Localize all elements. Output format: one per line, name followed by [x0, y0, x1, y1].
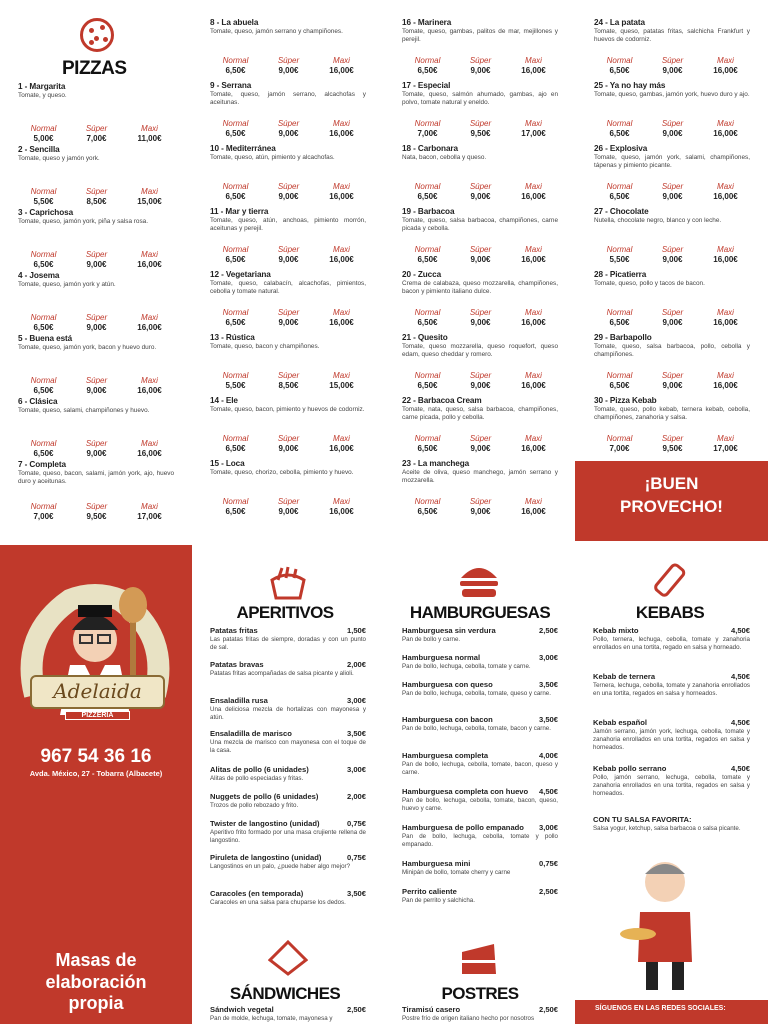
price-super: Súper 9,00€: [469, 434, 492, 453]
pizza-name: 4 - Josema: [18, 271, 60, 280]
pizza-name: 9 - Serrana: [210, 81, 252, 90]
pizza-desc: Tomate, queso, salami, champiñones y huevo.: [18, 407, 150, 414]
price-normal: Normal 6,50€: [414, 371, 441, 390]
item-name: Kebab pollo serrano: [593, 764, 667, 773]
pizza-item: [210, 18, 366, 75]
pizza-name: 28 - Picatierra: [594, 270, 647, 279]
item-name: Piruleta de langostino (unidad): [210, 853, 322, 862]
price-normal: Normal 7,00€: [606, 434, 633, 453]
pizza-item: [18, 271, 174, 332]
item-price: 2,50€: [346, 1005, 366, 1014]
pizza-name: 3 - Caprichosa: [18, 208, 74, 217]
price-maxi: Maxi 16,00€: [713, 245, 738, 264]
pizza-desc: Tomate, queso, atún, anchoas, pimiento morrón, aceitunas y perejil.: [210, 217, 366, 233]
price-super: Súper 9,00€: [661, 245, 684, 264]
price-normal: Normal 6,50€: [30, 439, 57, 458]
pizza-name: 22 - Barbacoa Cream: [402, 396, 482, 405]
pizza-desc: Tomate, queso, jamón york, salami, champiñones, tápenas y pimiento picante.: [594, 154, 750, 170]
price-maxi: Maxi 16,00€: [137, 250, 162, 269]
price-normal: Normal 6,50€: [30, 250, 57, 269]
pizza-desc: Tomate, y queso.: [18, 92, 67, 99]
price-maxi: Maxi 16,00€: [521, 245, 546, 264]
postres-title: POSTRES: [441, 984, 519, 1003]
price-normal: Normal 6,50€: [414, 56, 441, 75]
price-maxi: Maxi 16,00€: [713, 56, 738, 75]
price-normal: Normal 6,50€: [414, 245, 441, 264]
item-desc: Pan de perrito y salchicha.: [402, 897, 475, 904]
pizza-name: 29 - Barbapollo: [594, 333, 652, 342]
price-normal: Normal 7,00€: [30, 502, 57, 521]
item-name: Caracoles (en temporada): [210, 889, 304, 898]
pizza-item: [210, 81, 366, 138]
price-maxi: Maxi 16,00€: [329, 182, 354, 201]
item-name: Hamburguesa mini: [402, 859, 471, 868]
item-desc: Una mezcla de marisco con mayonesa con el toque de la casa.: [210, 739, 366, 755]
pizza-desc: Tomate, queso, chorizo, cebolla, pimiento y huevo.: [210, 469, 354, 476]
pizza-desc: Tomate, queso, salsa barbacoa, pollo, cebolla y champiñones.: [594, 343, 750, 359]
price-maxi: Maxi 16,00€: [713, 371, 738, 390]
pizza-desc: Tomate, queso mozzarella, queso roquefort, queso edam, queso cheddar y romero.: [402, 343, 558, 359]
price-super: Súper 9,50€: [85, 502, 108, 521]
price-maxi: Maxi 16,00€: [329, 245, 354, 264]
price-normal: Normal 6,50€: [414, 182, 441, 201]
price-normal: Normal 6,50€: [222, 434, 249, 453]
aperitivos-item: [210, 853, 366, 871]
pizza-name: 7 - Completa: [18, 460, 66, 469]
item-name: Hamburguesa completa: [402, 751, 489, 760]
item-desc: Postre frío de origen italiano hecho por nosotros: [402, 1015, 535, 1022]
item-name: Sándwich vegetal: [210, 1005, 274, 1014]
item-name: Hamburguesa completa con huevo: [402, 787, 529, 796]
price-normal: Normal 6,50€: [30, 313, 57, 332]
pizza-name: 16 - Marinera: [402, 18, 452, 27]
price-normal: Normal 6,50€: [222, 56, 249, 75]
price-super: Súper 9,00€: [469, 182, 492, 201]
item-price: 3,50€: [346, 889, 366, 898]
price-normal: Normal 5,00€: [30, 124, 57, 143]
item-name: Hamburguesa normal: [402, 653, 481, 662]
item-price: 0,75€: [346, 853, 366, 862]
price-maxi: Maxi 16,00€: [713, 182, 738, 201]
item-name: Hamburguesa de pollo empanado: [402, 823, 524, 832]
pizza-name: 14 - Ele: [210, 396, 238, 405]
price-super: Súper 9,00€: [85, 313, 108, 332]
price-normal: Normal 5,50€: [606, 245, 633, 264]
price-maxi: Maxi 16,00€: [521, 497, 546, 516]
kebab-icon: [652, 562, 692, 602]
price-super: Súper 9,00€: [277, 245, 300, 264]
burger-icon: [458, 562, 500, 600]
pizza-name: 25 - Ya no hay más: [594, 81, 666, 90]
item-price: 2,50€: [538, 1005, 558, 1014]
pizza-item: [594, 144, 750, 201]
sandwich-icon: [268, 940, 308, 976]
item-name: Kebab mixto: [593, 626, 639, 635]
pizza-name: 10 - Mediterránea: [210, 144, 276, 153]
item-price: 2,50€: [538, 626, 558, 635]
price-super: Súper 9,00€: [469, 308, 492, 327]
item-price: 2,00€: [346, 660, 366, 669]
phone-number[interactable]: 967 54 36 16: [40, 746, 152, 767]
item-price: 2,00€: [346, 792, 366, 801]
item-name: Patatas fritas: [210, 626, 258, 635]
price-super: Súper 9,00€: [85, 376, 108, 395]
price-maxi: Maxi 11,00€: [137, 124, 162, 143]
item-price: 3,50€: [346, 729, 366, 738]
pizza-name: 12 - Vegetariana: [210, 270, 271, 279]
buen-provecho-banner: ¡BUEN PROVECHO!: [575, 461, 768, 541]
item-price: 4,50€: [730, 718, 750, 727]
price-super: Súper 8,50€: [85, 187, 108, 206]
item-desc: Pan de bollo, lechuga, cebolla, tomate, bacon y carne.: [402, 725, 551, 732]
price-super: Súper 7,00€: [85, 124, 108, 143]
price-maxi: Maxi 16,00€: [329, 497, 354, 516]
pizza-desc: Tomate, queso, jamón york, piña y salsa rosa.: [18, 218, 149, 225]
price-normal: Normal 6,50€: [414, 308, 441, 327]
price-maxi: Maxi 17,00€: [137, 502, 162, 521]
item-price: 3,00€: [346, 765, 366, 774]
item-name: Nuggets de pollo (6 unidades): [210, 792, 319, 801]
pizza-name: 27 - Chocolate: [594, 207, 649, 216]
price-maxi: Maxi 16,00€: [521, 434, 546, 453]
pizza-desc: Tomate, queso, jamón york y atún.: [18, 281, 116, 288]
price-super: Súper 9,50€: [469, 119, 492, 138]
pizza-desc: Tomate, queso, patatas fritas, salchicha Frankfurt y huevos de codorniz.: [594, 28, 750, 44]
price-normal: Normal 5,50€: [222, 371, 249, 390]
pizza-name: 11 - Mar y tierra: [210, 207, 269, 216]
item-desc: Alitas de pollo especiadas y fritas.: [210, 775, 304, 782]
pizza-name: 19 - Barbacoa: [402, 207, 455, 216]
item-price: 2,50€: [538, 887, 558, 896]
hamburguesas-item: [402, 787, 558, 813]
price-normal: Normal 6,50€: [222, 119, 249, 138]
pizza-item: [402, 144, 558, 201]
salsa-note: CON TU SALSA FAVORITA: Salsa yogur, ketchup, salsa barbacoa o salsa picante.: [593, 815, 741, 832]
price-super: Súper 9,00€: [277, 56, 300, 75]
price-maxi: Maxi 16,00€: [713, 119, 738, 138]
item-price: 3,00€: [346, 696, 366, 705]
pizza-name: 5 - Buena está: [18, 334, 73, 343]
price-normal: Normal 6,50€: [222, 245, 249, 264]
price-super: Súper 9,50€: [661, 434, 684, 453]
price-super: Súper 9,00€: [277, 497, 300, 516]
sandwiches-title: SÁNDWICHES: [229, 984, 341, 1003]
item-name: Twister de langostino (unidad): [210, 819, 320, 828]
item-desc: Minipán de bollo, tomate cherry y carne: [402, 869, 511, 876]
hamburguesas-item: [402, 823, 558, 849]
pizza-item: [594, 81, 750, 138]
price-super: Súper 9,00€: [277, 119, 300, 138]
pizza-item: [210, 396, 366, 453]
pizza-desc: Tomate, queso, bacon, pimiento y huevos de codorniz.: [210, 406, 365, 413]
kebabs-item: [593, 718, 750, 752]
pizza-desc: Tomate, queso, jamón serrano, alcachofas y aceitunas.: [210, 91, 366, 107]
price-super: Súper 8,50€: [277, 371, 300, 390]
item-price: 4,50€: [730, 626, 750, 635]
item-desc: Pan de bollo, lechuga, cebolla, tomate y pollo empanado.: [402, 833, 558, 849]
brand-logo: Adelaida: [30, 675, 165, 709]
pizza-item: [402, 333, 558, 390]
price-maxi: Maxi 17,00€: [521, 119, 546, 138]
pizza-desc: Tomate, queso, bacon, salami, jamón york, ajo, huevo duro y aceitunas.: [18, 470, 174, 486]
aperitivos-item: [210, 626, 366, 652]
pizza-item: [18, 208, 174, 269]
price-maxi: Maxi 16,00€: [329, 308, 354, 327]
pizza-name: 6 - Clásica: [18, 397, 58, 406]
item-name: Perrito caliente: [402, 887, 457, 896]
pizza-desc: Aceite de oliva, queso manchego, jamón serrano y mozzarella.: [402, 469, 558, 485]
pizza-desc: Tomate, queso, jamón york, bacon y huevo duro.: [18, 344, 157, 351]
item-price: 3,50€: [538, 680, 558, 689]
item-price: 3,00€: [538, 823, 558, 832]
pizza-desc: Tomate, queso, bacon y champiñones.: [210, 343, 320, 350]
pizza-item: [402, 81, 558, 138]
price-super: Súper 9,00€: [469, 56, 492, 75]
price-normal: Normal 6,50€: [606, 182, 633, 201]
price-normal: Normal 6,50€: [222, 308, 249, 327]
price-super: Súper 9,00€: [469, 245, 492, 264]
item-desc: Pollo, jamón serrano, lechuga, cebolla, tomate y zanahoria enrollados en una tortita, regados en salsa y horneados.: [593, 774, 750, 798]
aperitivos-item: [210, 889, 366, 907]
hamburguesas-item: [402, 715, 558, 733]
price-maxi: Maxi 16,00€: [521, 182, 546, 201]
pizza-item: [594, 333, 750, 390]
price-super: Súper 9,00€: [277, 308, 300, 327]
price-normal: Normal 6,50€: [414, 497, 441, 516]
price-maxi: Maxi 16,00€: [329, 434, 354, 453]
price-normal: Normal 6,50€: [606, 56, 633, 75]
price-super: Súper 9,00€: [661, 119, 684, 138]
pizza-desc: Tomate, nata, queso, salsa barbacoa, champiñones, carne picada, pollo y cebolla.: [402, 406, 558, 422]
pizza-name: 23 - La manchega: [402, 459, 470, 468]
item-desc: Patatas fritas acompañadas de salsa picante y alioli.: [210, 670, 354, 677]
item-name: Tiramisú casero: [402, 1005, 461, 1014]
item-name: Kebab español: [593, 718, 648, 727]
item-desc: Pan de bollo y carne.: [402, 636, 461, 643]
pizza-item: [402, 459, 558, 516]
sandwiches-item: [210, 1005, 366, 1023]
pizza-name: 8 - La abuela: [210, 18, 259, 27]
price-normal: Normal 6,50€: [606, 371, 633, 390]
pizza-desc: Tomate, queso, atún, pimiento y alcachofas.: [210, 154, 335, 161]
pizza-item: [18, 397, 174, 458]
item-desc: Pollo, ternera, lechuga, cebolla, tomate y zanahoria enrollados en una tortita, regado en salsa y horneado.: [593, 636, 750, 652]
item-desc: Pan de bollo, lechuga, cebolla, tomate, bacon, queso, huevo y carne.: [402, 797, 558, 813]
price-maxi: Maxi 17,00€: [713, 434, 738, 453]
pizza-name: 2 - Sencilla: [18, 145, 60, 154]
price-maxi: Maxi 16,00€: [521, 371, 546, 390]
item-price: 4,00€: [538, 751, 558, 760]
aperitivos-item: [210, 729, 366, 755]
item-desc: Una deliciosa mezcla de hortalizas con mayonesa y atún.: [210, 706, 366, 722]
price-maxi: Maxi 16,00€: [137, 439, 162, 458]
price-super: Súper 9,00€: [661, 308, 684, 327]
pizza-name: 15 - Loca: [210, 459, 245, 468]
pizza-name: 13 - Rústica: [210, 333, 255, 342]
item-desc: Pan de bollo, lechuga, cebolla, tomate, queso y carne.: [402, 690, 551, 697]
pizza-desc: Tomate, queso, gambas, jamón york, huevo duro y ajo.: [594, 91, 750, 98]
item-name: Kebab de ternera: [593, 672, 656, 681]
pizza-item: [210, 207, 366, 264]
kebabs-item: [593, 764, 750, 798]
aperitivos-item: [210, 660, 366, 678]
hamburguesas-item: [402, 680, 558, 698]
price-maxi: Maxi 15,00€: [329, 371, 354, 390]
aperitivos-title: APERITIVOS: [236, 603, 334, 622]
pizza-desc: Tomate, queso, gambas, palitos de mar, mejillones y perejil.: [402, 28, 558, 44]
pizza-name: 24 - La patata: [594, 18, 645, 27]
hamburguesas-item: [402, 653, 558, 671]
pizza-item: [594, 207, 750, 264]
brand-subtitle: PIZZERÍA: [65, 711, 130, 720]
hamburguesas-item: [402, 887, 558, 905]
pizza-name: 18 - Carbonara: [402, 144, 458, 153]
chef-illustration-icon: [620, 852, 710, 992]
item-price: 4,50€: [730, 764, 750, 773]
price-super: Súper 9,00€: [85, 439, 108, 458]
item-price: 1,50€: [346, 626, 366, 635]
price-normal: Normal 6,50€: [606, 308, 633, 327]
pizza-desc: Tomate, queso, pollo y tacos de bacon.: [594, 280, 705, 287]
pizza-name: 20 - Zucca: [402, 270, 442, 279]
price-super: Súper 9,00€: [661, 371, 684, 390]
price-maxi: Maxi 16,00€: [521, 56, 546, 75]
price-maxi: Maxi 16,00€: [329, 119, 354, 138]
pizza-name: 17 - Especial: [402, 81, 451, 90]
item-price: 0,75€: [346, 819, 366, 828]
pizza-item: [210, 270, 366, 327]
pizza-desc: Crema de calabaza, queso mozzarella, champiñones, bacon y pimiento italiano dulce.: [402, 280, 558, 296]
pizza-desc: Tomate, queso y jamón york.: [18, 155, 100, 162]
cake-icon: [458, 940, 500, 978]
masas-caption: Masas de elaboración propia: [45, 950, 147, 1014]
price-normal: Normal 6,50€: [222, 182, 249, 201]
aperitivos-item: [210, 696, 366, 722]
pizza-item: [402, 18, 558, 75]
pizza-item: [594, 396, 750, 453]
item-price: 4,50€: [730, 672, 750, 681]
price-maxi: Maxi 16,00€: [713, 308, 738, 327]
pizza-item: [402, 396, 558, 453]
price-maxi: Maxi 16,00€: [137, 376, 162, 395]
price-maxi: Maxi 16,00€: [137, 313, 162, 332]
pizza-desc: Tomate, queso, jamón serrano y champiñones.: [210, 28, 343, 35]
pizza-name: 21 - Quesito: [402, 333, 448, 342]
item-price: 3,00€: [538, 653, 558, 662]
pizza-item: [210, 144, 366, 201]
pizza-desc: Nutella, chocolate negro, blanco y con leche.: [594, 217, 722, 224]
price-super: Súper 9,00€: [661, 182, 684, 201]
item-desc: Aperitivo frito formado por una masa crujiente rellena de langostino.: [210, 829, 366, 845]
kebabs-item: [593, 626, 750, 652]
pizza-desc: Tomate, queso, calabacín, alcachofas, pimientos, cebolla y tomate natural.: [210, 280, 366, 296]
pizza-icon: [80, 18, 114, 52]
item-desc: Ternera, lechuga, cebolla, tomate y zanahoria enrollados en una tortita, regados en salsa y horneados.: [593, 682, 750, 698]
kebabs-item: [593, 672, 750, 698]
item-name: Ensaladilla de marisco: [210, 729, 292, 738]
price-super: Súper 9,00€: [85, 250, 108, 269]
item-price: 4,50€: [538, 787, 558, 796]
pizza-item: [402, 207, 558, 264]
price-super: Súper 9,00€: [277, 182, 300, 201]
price-normal: Normal 6,50€: [30, 376, 57, 395]
price-normal: Normal 6,50€: [606, 119, 633, 138]
hamburguesas-item: [402, 626, 558, 644]
price-super: Súper 9,00€: [277, 434, 300, 453]
fries-icon: [268, 566, 308, 602]
item-name: Ensaladilla rusa: [210, 696, 268, 705]
pizza-item: [594, 18, 750, 75]
item-name: Hamburguesa con bacon: [402, 715, 493, 724]
hamburguesas-item: [402, 859, 558, 877]
pizza-name: 26 - Explosiva: [594, 144, 648, 153]
item-desc: Pan de bollo, lechuga, cebolla, tomate y carne.: [402, 663, 531, 670]
postres-item: [402, 1005, 558, 1023]
item-desc: Caracoles en una salsa para chuparse los dedos.: [210, 899, 346, 906]
price-normal: Normal 7,00€: [414, 119, 441, 138]
pizza-item: [18, 460, 174, 521]
item-name: Alitas de pollo (6 unidades): [210, 765, 309, 774]
address: Avda. México, 27 - Tobarra (Albacete): [29, 769, 163, 778]
pizza-name: 1 - Margarita: [18, 82, 66, 91]
item-price: 3,50€: [538, 715, 558, 724]
pizza-item: [18, 334, 174, 395]
pizza-item: [594, 270, 750, 327]
price-normal: Normal 6,50€: [222, 497, 249, 516]
pizza-item: [210, 333, 366, 390]
item-desc: Las patatas fritas de siempre, doradas y con un punto de sal.: [210, 636, 366, 652]
item-desc: Pan de bollo, lechuga, cebolla, tomate, bacon, queso y carne.: [402, 761, 558, 777]
price-maxi: Maxi 16,00€: [329, 56, 354, 75]
aperitivos-item: [210, 819, 366, 845]
pizza-desc: Tomate, queso, salsa barbacoa, champiñones, carne picada y cebolla.: [402, 217, 558, 233]
item-name: Patatas bravas: [210, 660, 264, 669]
kebabs-title: KEBABS: [635, 603, 705, 622]
social-banner: SÍGUENOS EN LAS REDES SOCIALES:: [575, 1000, 768, 1024]
pizza-name: 30 - Pizza Kebab: [594, 396, 657, 405]
pizza-item: [402, 270, 558, 327]
item-desc: Trozos de pollo rebozado y frito.: [210, 802, 299, 809]
price-normal: Normal 5,50€: [30, 187, 57, 206]
price-super: Súper 9,00€: [469, 371, 492, 390]
pizzas-title: PIZZAS: [62, 58, 127, 79]
item-name: Hamburguesa sin verdura: [402, 626, 496, 635]
aperitivos-item: [210, 792, 366, 810]
price-super: Súper 9,00€: [661, 56, 684, 75]
price-maxi: Maxi 16,00€: [521, 308, 546, 327]
item-price: 0,75€: [538, 859, 558, 868]
hamburguesas-item: [402, 751, 558, 777]
pizza-item: [18, 145, 174, 206]
hamburguesas-title: HAMBURGUESAS: [409, 603, 551, 622]
pizza-item: [18, 82, 174, 143]
price-super: Súper 9,00€: [469, 497, 492, 516]
aperitivos-item: [210, 765, 366, 783]
pizza-desc: Tomate, queso, pollo kebab, ternera kebab, cebolla, champiñones, zanahoria y salsa.: [594, 406, 750, 422]
item-desc: Jamón serrano, jamón york, lechuga, cebolla, tomate y zanahoria enrollados en una tortita, regados en salsa y horneados.: [593, 728, 750, 752]
item-desc: Pan de molde, lechuga, tomate, mayonesa y: [210, 1015, 333, 1022]
price-normal: Normal 6,50€: [414, 434, 441, 453]
price-maxi: Maxi 15,00€: [137, 187, 162, 206]
pizza-desc: Nata, bacon, cebolla y queso.: [402, 154, 487, 161]
pizza-item: [210, 459, 366, 516]
pizza-desc: Tomate, queso, salmón ahumado, gambas, ajo en polvo, tomate natural y eneldo.: [402, 91, 558, 107]
item-name: Hamburguesa con queso: [402, 680, 493, 689]
item-desc: Langostinos en un palo, ¿puede haber algo mejor?: [210, 863, 351, 870]
